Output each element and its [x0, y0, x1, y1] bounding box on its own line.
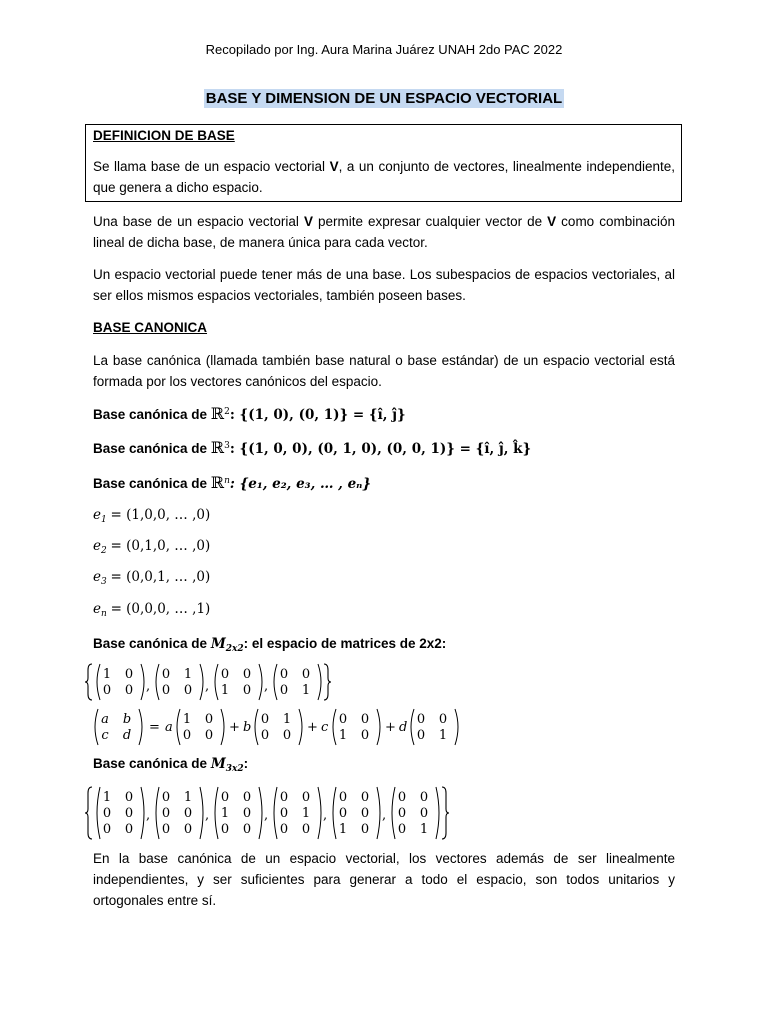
- m32-basis-matrix-cell: 0: [279, 806, 289, 821]
- equals-sign: =: [149, 720, 160, 735]
- m32-basis-matrix-cell: 0: [360, 790, 370, 805]
- general-matrix-cell: b: [122, 712, 132, 727]
- r3-symbol: ℝ$^3$: [210, 438, 230, 457]
- combination-matrix-open-paren: [411, 709, 414, 745]
- closing-paragraph: En la base canónica de un espacio vectorial, los vectores además de ser linealmente independientes, y ser suficientes para generar a todo el espacio, son todos unitarios y ortogonales entre sí.: [93, 851, 675, 908]
- m32-basis-matrix-cell: 0: [419, 790, 429, 805]
- e1-value: = (1,0,0, … ,0): [110, 507, 211, 523]
- m32-basis-matrix-cell: 0: [419, 806, 429, 821]
- m32-basis-matrix-cell: 1: [220, 806, 230, 821]
- m32-basis-matrix-open-paren: [274, 787, 277, 839]
- m22-basis-matrix-cell: 1: [102, 667, 112, 682]
- m32-basis-matrix-cell: 1: [338, 822, 348, 837]
- m32-comma: ,: [323, 808, 328, 823]
- m32-basis-matrix-cell: 0: [397, 806, 407, 821]
- m22-comma: ,: [205, 679, 210, 694]
- para1-text-1: Una base de un espacio vectorial: [93, 214, 304, 229]
- m32-basis-matrix-cell: 0: [183, 822, 193, 837]
- combination-matrix-cell: 0: [282, 728, 292, 743]
- para1-text-3: como combinación lineal de dicha base, de manera única para cada vector.: [93, 214, 675, 250]
- m32-basis-matrix-cell: 0: [124, 806, 134, 821]
- m32-label: Base canónica de: [93, 756, 211, 771]
- combination-matrix-cell: 0: [438, 712, 448, 727]
- m22-basis-matrix-cell: 0: [220, 667, 230, 682]
- r2-label: Base canónica de: [93, 407, 211, 422]
- m22-basis-matrix-close-paren: [141, 664, 144, 700]
- m32-basis-matrix-open-paren: [215, 787, 218, 839]
- m32-basis-matrix-cell: 0: [242, 822, 252, 837]
- m22-basis-matrix-close-paren: [318, 664, 321, 700]
- m22-close-brace: [324, 664, 331, 700]
- m22-basis-matrix-open-paren: [215, 664, 218, 700]
- m32-basis-matrix-cell: 0: [338, 790, 348, 805]
- general-matrix-open-paren: [95, 709, 98, 745]
- m22-basis-matrix-cell: 0: [124, 667, 134, 682]
- m32-basis-matrix-cell: 0: [279, 822, 289, 837]
- combination-matrix-cell: 0: [416, 728, 426, 743]
- rn-symbol: ℝ$^n$: [210, 473, 230, 492]
- m22-basis-matrix-close-paren: [200, 664, 203, 700]
- m32-basis-matrix-cell: 0: [301, 822, 311, 837]
- m32-basis-matrix-cell: 0: [338, 806, 348, 821]
- coefficient: b: [243, 720, 252, 735]
- plus-sign: +: [385, 720, 396, 735]
- e3-symbol: $e_3$: [93, 569, 107, 587]
- combination-matrix-cell: 0: [416, 712, 426, 727]
- en-value: = (0,0,0, … ,1): [110, 601, 211, 617]
- m32-basis-matrix-cell: 0: [161, 822, 171, 837]
- m32-comma: ,: [205, 808, 210, 823]
- m32-basis-matrix-open-paren: [97, 787, 100, 839]
- m22-label: Base canónica de: [93, 636, 211, 651]
- m32-basis-matrix-open-paren: [333, 787, 336, 839]
- en-symbol: $e_n$: [93, 601, 107, 619]
- m22-basis-matrix-open-paren: [274, 664, 277, 700]
- m32-basis-matrix-cell: 0: [242, 790, 252, 805]
- combination-matrix-cell: 0: [204, 712, 214, 727]
- m22-basis-matrix-cell: 0: [124, 683, 134, 698]
- m32-basis-matrix-cell: 0: [279, 790, 289, 805]
- combination-matrix-cell: 1: [438, 728, 448, 743]
- m22-symbol: $M_{2x2}$: [210, 636, 244, 654]
- m32-basis-matrix-cell: 1: [301, 806, 311, 821]
- m22-comma: ,: [146, 679, 151, 694]
- m32-basis-matrix-cell: 0: [102, 806, 112, 821]
- m32-basis-matrix-close-paren: [200, 787, 203, 839]
- combination-matrix-close-paren: [377, 709, 380, 745]
- r2-set: : {(1, 0), (0, 1)} = {î, ĵ}: [229, 407, 406, 423]
- general-matrix-close-paren: [139, 709, 142, 745]
- para1-text-2: permite expresar cualquier vector de: [312, 214, 548, 229]
- m22-basis-matrix-cell: 1: [183, 667, 193, 682]
- plus-sign: +: [229, 720, 240, 735]
- m32-basis-matrix-cell: 0: [220, 822, 230, 837]
- m32-basis-matrix-cell: 0: [220, 790, 230, 805]
- m22-basis-matrix-cell: 0: [279, 667, 289, 682]
- combination-matrix-cell: 0: [204, 728, 214, 743]
- general-matrix-cell: d: [122, 728, 132, 743]
- r2-symbol: ℝ$^2$: [210, 404, 230, 423]
- combination-matrix-close-paren: [299, 709, 302, 745]
- combination-matrix-cell: 1: [282, 712, 292, 727]
- m22-open-brace: [85, 664, 92, 700]
- canonical-intro: La base canónica (llamada también base natural o base estándar) de un espacio vectorial está formada por los vectores canónicos del espacio.: [93, 353, 675, 389]
- m22-basis-matrix-open-paren: [156, 664, 159, 700]
- e3-value: = (0,0,1, … ,0): [110, 569, 211, 585]
- e1-symbol: $e_1$: [93, 507, 107, 525]
- combination-matrix-open-paren: [177, 709, 180, 745]
- canonical-heading: BASE CANONICA: [93, 320, 208, 335]
- combination-matrix-cell: 0: [338, 712, 348, 727]
- m22-comma: ,: [264, 679, 269, 694]
- para1-v2: V: [547, 214, 557, 229]
- m32-basis-matrix-cell: 0: [301, 790, 311, 805]
- m32-basis-matrix-close-paren: [141, 787, 144, 839]
- m32-basis-matrix-close-paren: [377, 787, 380, 839]
- combination-matrix-cell: 0: [260, 712, 270, 727]
- coefficient: a: [165, 720, 173, 735]
- m32-basis-matrix-cell: 0: [124, 822, 134, 837]
- combination-matrix-cell: 0: [360, 712, 370, 727]
- definition-heading: DEFINICION DE BASE: [93, 128, 235, 143]
- combination-matrix-cell: 0: [182, 728, 192, 743]
- m32-comma: ,: [264, 808, 269, 823]
- m22-basis-matrix-cell: 0: [279, 683, 289, 698]
- e2-value: = (0,1,0, … ,0): [110, 538, 211, 554]
- m22-basis-matrix-cell: 0: [102, 683, 112, 698]
- m22-basis-matrix-cell: 0: [301, 667, 311, 682]
- m22-basis-matrix-cell: 0: [183, 683, 193, 698]
- m32-basis-matrix-cell: 1: [183, 790, 193, 805]
- m32-comma: ,: [146, 808, 151, 823]
- definition-text-2: , a un conjunto de vectores, linealmente independiente, que genera a dicho espacio.: [93, 159, 676, 195]
- m32-basis-matrix-open-paren: [156, 787, 159, 839]
- e2-symbol: $e_2$: [93, 538, 107, 556]
- page-title: BASE Y DIMENSION DE UN ESPACIO VECTORIAL: [205, 90, 563, 107]
- page-header: Recopilado por Ing. Aura Marina Juárez UNAH 2do PAC 2022: [205, 42, 563, 57]
- general-matrix-cell: c: [101, 728, 109, 743]
- rn-label: Base canónica de: [93, 476, 211, 491]
- paragraph-multiple-bases: Un espacio vectorial puede tener más de una base. Los subespacios de espacios vectoriales, al ser ellos mismos espacios vectoriales, también poseen bases.: [93, 267, 675, 303]
- m32-basis-matrix-cell: 0: [397, 822, 407, 837]
- m32-basis-matrix-cell: 0: [161, 790, 171, 805]
- m22-basis-matrix-cell: 1: [220, 683, 230, 698]
- combination-matrix-open-paren: [333, 709, 336, 745]
- m22-basis-matrix-cell: 0: [242, 667, 252, 682]
- combination-matrix-close-paren: [221, 709, 224, 745]
- combination-matrix-cell: 0: [360, 728, 370, 743]
- m32-comma: ,: [382, 808, 387, 823]
- m32-basis-matrix-open-paren: [392, 787, 395, 839]
- m22-basis-matrix-cell: 0: [161, 683, 171, 698]
- general-matrix-cell: a: [101, 712, 109, 727]
- m22-basis-matrix-cell: 0: [161, 667, 171, 682]
- m32-basis-matrix-close-paren: [318, 787, 321, 839]
- m32-basis-matrix-cell: 0: [397, 790, 407, 805]
- plus-sign: +: [307, 720, 318, 735]
- m32-basis-matrix-cell: 0: [183, 806, 193, 821]
- combination-matrix-cell: 1: [182, 712, 192, 727]
- r3-label: Base canónica de: [93, 441, 211, 456]
- m22-basis-matrix-cell: 1: [301, 683, 311, 698]
- m32-basis-matrix-cell: 0: [102, 822, 112, 837]
- combination-matrix-cell: 1: [338, 728, 348, 743]
- m32-basis-matrix-cell: 0: [360, 822, 370, 837]
- definition-text-1: Se llama base de un espacio vectorial: [93, 159, 330, 174]
- m32-basis-matrix-cell: 1: [419, 822, 429, 837]
- r3-set: : {(1, 0, 0), (0, 1, 0), (0, 0, 1)} = {î, ĵ, k̂}: [229, 441, 532, 457]
- m32-open-brace: [85, 787, 92, 839]
- m22-basis-matrix-cell: 0: [242, 683, 252, 698]
- m32-basis-matrix-cell: 0: [242, 806, 252, 821]
- m32-symbol: $M_{3x2}$: [210, 756, 244, 774]
- m32-basis-matrix-close-paren: [436, 787, 439, 839]
- coefficient: d: [399, 720, 408, 735]
- m32-close-brace: [442, 787, 449, 839]
- definition-v: V: [329, 159, 339, 174]
- combination-matrix-close-paren: [455, 709, 458, 745]
- m32-basis-matrix-close-paren: [259, 787, 262, 839]
- m32-basis-matrix-cell: 1: [102, 790, 112, 805]
- m32-basis-matrix-cell: 0: [360, 806, 370, 821]
- m22-basis-matrix-open-paren: [97, 664, 100, 700]
- m22-basis-matrix-close-paren: [259, 664, 262, 700]
- rn-set: : {e₁, e₂, e₃, … , eₙ}: [229, 476, 372, 492]
- combination-matrix-open-paren: [255, 709, 258, 745]
- m32-suffix: :: [243, 756, 249, 771]
- combination-matrix-cell: 0: [260, 728, 270, 743]
- m22-suffix: : el espacio de matrices de 2x2:: [243, 636, 447, 651]
- m32-basis-matrix-cell: 0: [124, 790, 134, 805]
- coefficient: c: [321, 720, 329, 735]
- m32-basis-matrix-cell: 0: [161, 806, 171, 821]
- para1-v1: V: [303, 214, 313, 229]
